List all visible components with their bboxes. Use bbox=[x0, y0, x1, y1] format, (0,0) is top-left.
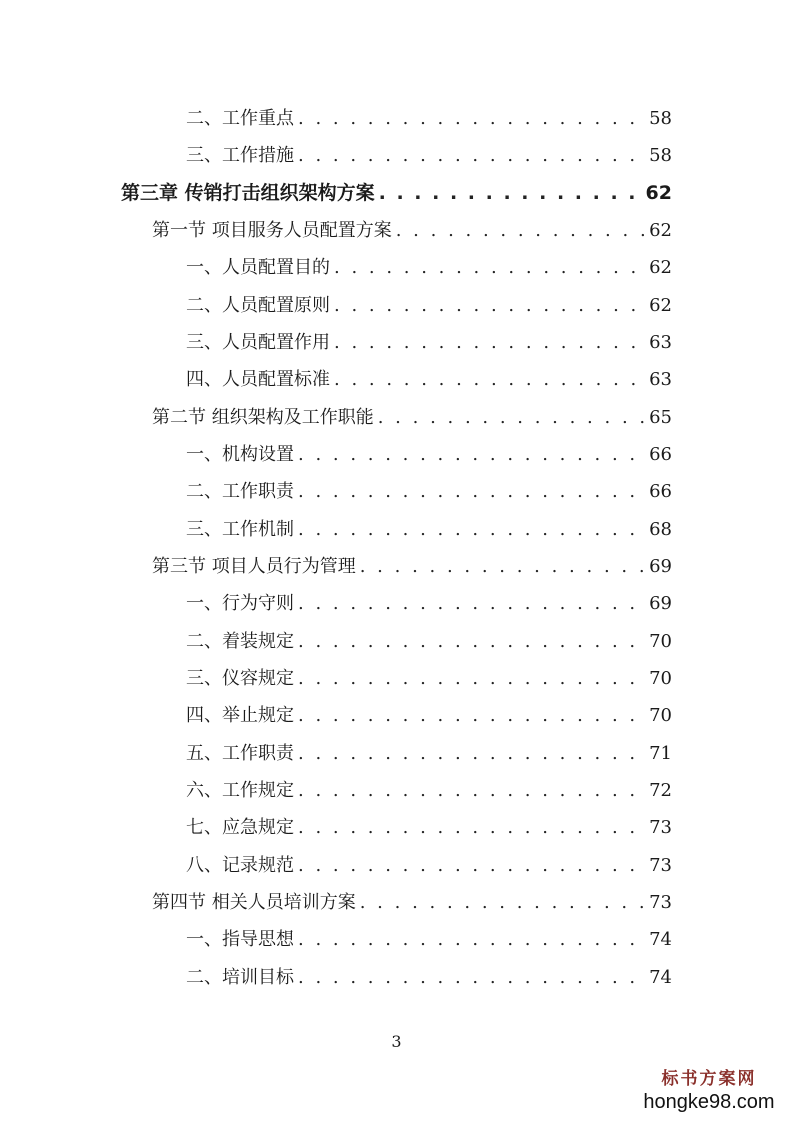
toc-entry[interactable] bbox=[186, 925, 672, 955]
toc-entry[interactable] bbox=[186, 253, 672, 283]
toc-entry[interactable] bbox=[186, 477, 672, 507]
toc-entry-page: 69 bbox=[649, 593, 672, 614]
toc-entry-title: 二、工作重点 bbox=[186, 108, 294, 129]
toc-dot-leader bbox=[298, 813, 645, 843]
toc-entry-title: 第四节 相关人员培训方案 bbox=[152, 892, 356, 913]
toc-entry-page: 69 bbox=[649, 556, 672, 577]
toc-dot-leader bbox=[298, 925, 645, 955]
toc-dot-leader bbox=[334, 291, 645, 321]
toc-section-entry[interactable] bbox=[152, 552, 672, 582]
toc-dot-leader bbox=[378, 403, 645, 433]
toc-entry-title: 第一节 项目服务人员配置方案 bbox=[152, 220, 392, 241]
toc-entry[interactable] bbox=[186, 813, 672, 843]
toc-entry[interactable] bbox=[186, 440, 672, 470]
toc-entry-page: 62 bbox=[645, 182, 672, 204]
toc-dot-leader bbox=[298, 141, 645, 171]
toc-entry[interactable] bbox=[186, 963, 672, 993]
toc-dot-leader bbox=[379, 178, 642, 208]
toc-dot-leader bbox=[334, 253, 645, 283]
watermark-brand: 标书方案网 bbox=[661, 1069, 757, 1089]
toc-entry[interactable] bbox=[186, 291, 672, 321]
toc-dot-leader bbox=[298, 963, 645, 993]
toc-entry-page: 73 bbox=[649, 855, 672, 876]
toc-entry-title: 第二节 组织架构及工作职能 bbox=[152, 407, 374, 428]
toc-dot-leader bbox=[360, 888, 645, 918]
toc-section-entry[interactable] bbox=[152, 403, 672, 433]
toc-entry-page: 73 bbox=[649, 817, 672, 838]
toc-dot-leader bbox=[334, 365, 645, 395]
site-watermark bbox=[639, 1068, 779, 1114]
toc-entry[interactable] bbox=[186, 515, 672, 545]
toc-entry-page: 66 bbox=[649, 481, 672, 502]
toc-entry[interactable] bbox=[186, 141, 672, 171]
toc-dot-leader bbox=[298, 589, 645, 619]
toc-entry-title: 四、举止规定 bbox=[186, 705, 294, 726]
toc-dot-leader bbox=[298, 477, 645, 507]
toc-entry-title: 八、记录规范 bbox=[186, 855, 294, 876]
toc-chapter-entry[interactable] bbox=[121, 178, 672, 208]
toc-entry-page: 71 bbox=[649, 743, 672, 764]
toc-entry-page: 74 bbox=[649, 929, 672, 950]
toc-section-entry[interactable] bbox=[152, 888, 672, 918]
page-number: 3 bbox=[391, 1032, 402, 1051]
toc-dot-leader bbox=[298, 440, 645, 470]
toc-dot-leader bbox=[298, 104, 645, 134]
toc-dot-leader bbox=[360, 552, 645, 582]
toc-dot-leader bbox=[298, 701, 645, 731]
toc-entry-page: 63 bbox=[649, 369, 672, 390]
toc-dot-leader bbox=[334, 328, 645, 358]
toc-entry-page: 72 bbox=[649, 780, 672, 801]
toc-entry-page: 62 bbox=[649, 257, 672, 278]
watermark-url: hongke98.com bbox=[643, 1091, 775, 1113]
toc-dot-leader bbox=[298, 664, 645, 694]
toc-entry-title: 三、人员配置作用 bbox=[186, 332, 330, 353]
toc-entry-page: 68 bbox=[649, 519, 672, 540]
toc-entry-page: 58 bbox=[649, 108, 672, 129]
toc-entry-page: 70 bbox=[649, 705, 672, 726]
toc-entry-title: 一、指导思想 bbox=[186, 929, 294, 950]
toc-entry[interactable] bbox=[186, 365, 672, 395]
toc-entry-page: 70 bbox=[649, 631, 672, 652]
toc-entry[interactable] bbox=[186, 776, 672, 806]
toc-entry-title: 二、人员配置原则 bbox=[186, 295, 330, 316]
toc-entry-page: 58 bbox=[649, 145, 672, 166]
toc-entry-title: 第三节 项目人员行为管理 bbox=[152, 556, 356, 577]
toc-entry-title: 七、应急规定 bbox=[186, 817, 294, 838]
toc-entry-page: 63 bbox=[649, 332, 672, 353]
toc-entry[interactable] bbox=[186, 739, 672, 769]
toc-entry[interactable] bbox=[186, 664, 672, 694]
toc-entry-title: 三、仪容规定 bbox=[186, 668, 294, 689]
toc-entry-title: 一、机构设置 bbox=[186, 444, 294, 465]
toc-entry-page: 65 bbox=[649, 407, 672, 428]
toc-dot-leader bbox=[298, 851, 645, 881]
toc-entry[interactable] bbox=[186, 851, 672, 881]
toc-entry-title: 第三章 传销打击组织架构方案 bbox=[121, 182, 375, 204]
toc-entry-page: 62 bbox=[649, 220, 672, 241]
toc-entry-title: 五、工作职责 bbox=[186, 743, 294, 764]
toc-entry[interactable] bbox=[186, 328, 672, 358]
toc-entry-title: 三、工作措施 bbox=[186, 145, 294, 166]
toc-dot-leader bbox=[298, 515, 645, 545]
toc-entry-title: 二、工作职责 bbox=[186, 481, 294, 502]
toc-dot-leader bbox=[298, 776, 645, 806]
toc-entry[interactable] bbox=[186, 627, 672, 657]
toc-entry-page: 73 bbox=[649, 892, 672, 913]
toc-entry-page: 62 bbox=[649, 295, 672, 316]
toc-dot-leader bbox=[396, 216, 645, 246]
toc-section-entry[interactable] bbox=[152, 216, 672, 246]
toc-entry-title: 一、行为守则 bbox=[186, 593, 294, 614]
toc-entry[interactable] bbox=[186, 589, 672, 619]
toc-entry-page: 70 bbox=[649, 668, 672, 689]
toc-entry-title: 六、工作规定 bbox=[186, 780, 294, 801]
toc-dot-leader bbox=[298, 739, 645, 769]
toc-entry-title: 三、工作机制 bbox=[186, 519, 294, 540]
toc-entry[interactable] bbox=[186, 701, 672, 731]
toc-entry-title: 四、人员配置标准 bbox=[186, 369, 330, 390]
toc-entry-title: 一、人员配置目的 bbox=[186, 257, 330, 278]
toc-entry-page: 66 bbox=[649, 444, 672, 465]
toc-entry-title: 二、培训目标 bbox=[186, 967, 294, 988]
toc-entry-title: 二、着装规定 bbox=[186, 631, 294, 652]
toc-dot-leader bbox=[298, 627, 645, 657]
toc-entry-page: 74 bbox=[649, 967, 672, 988]
toc-entry[interactable] bbox=[186, 104, 672, 134]
